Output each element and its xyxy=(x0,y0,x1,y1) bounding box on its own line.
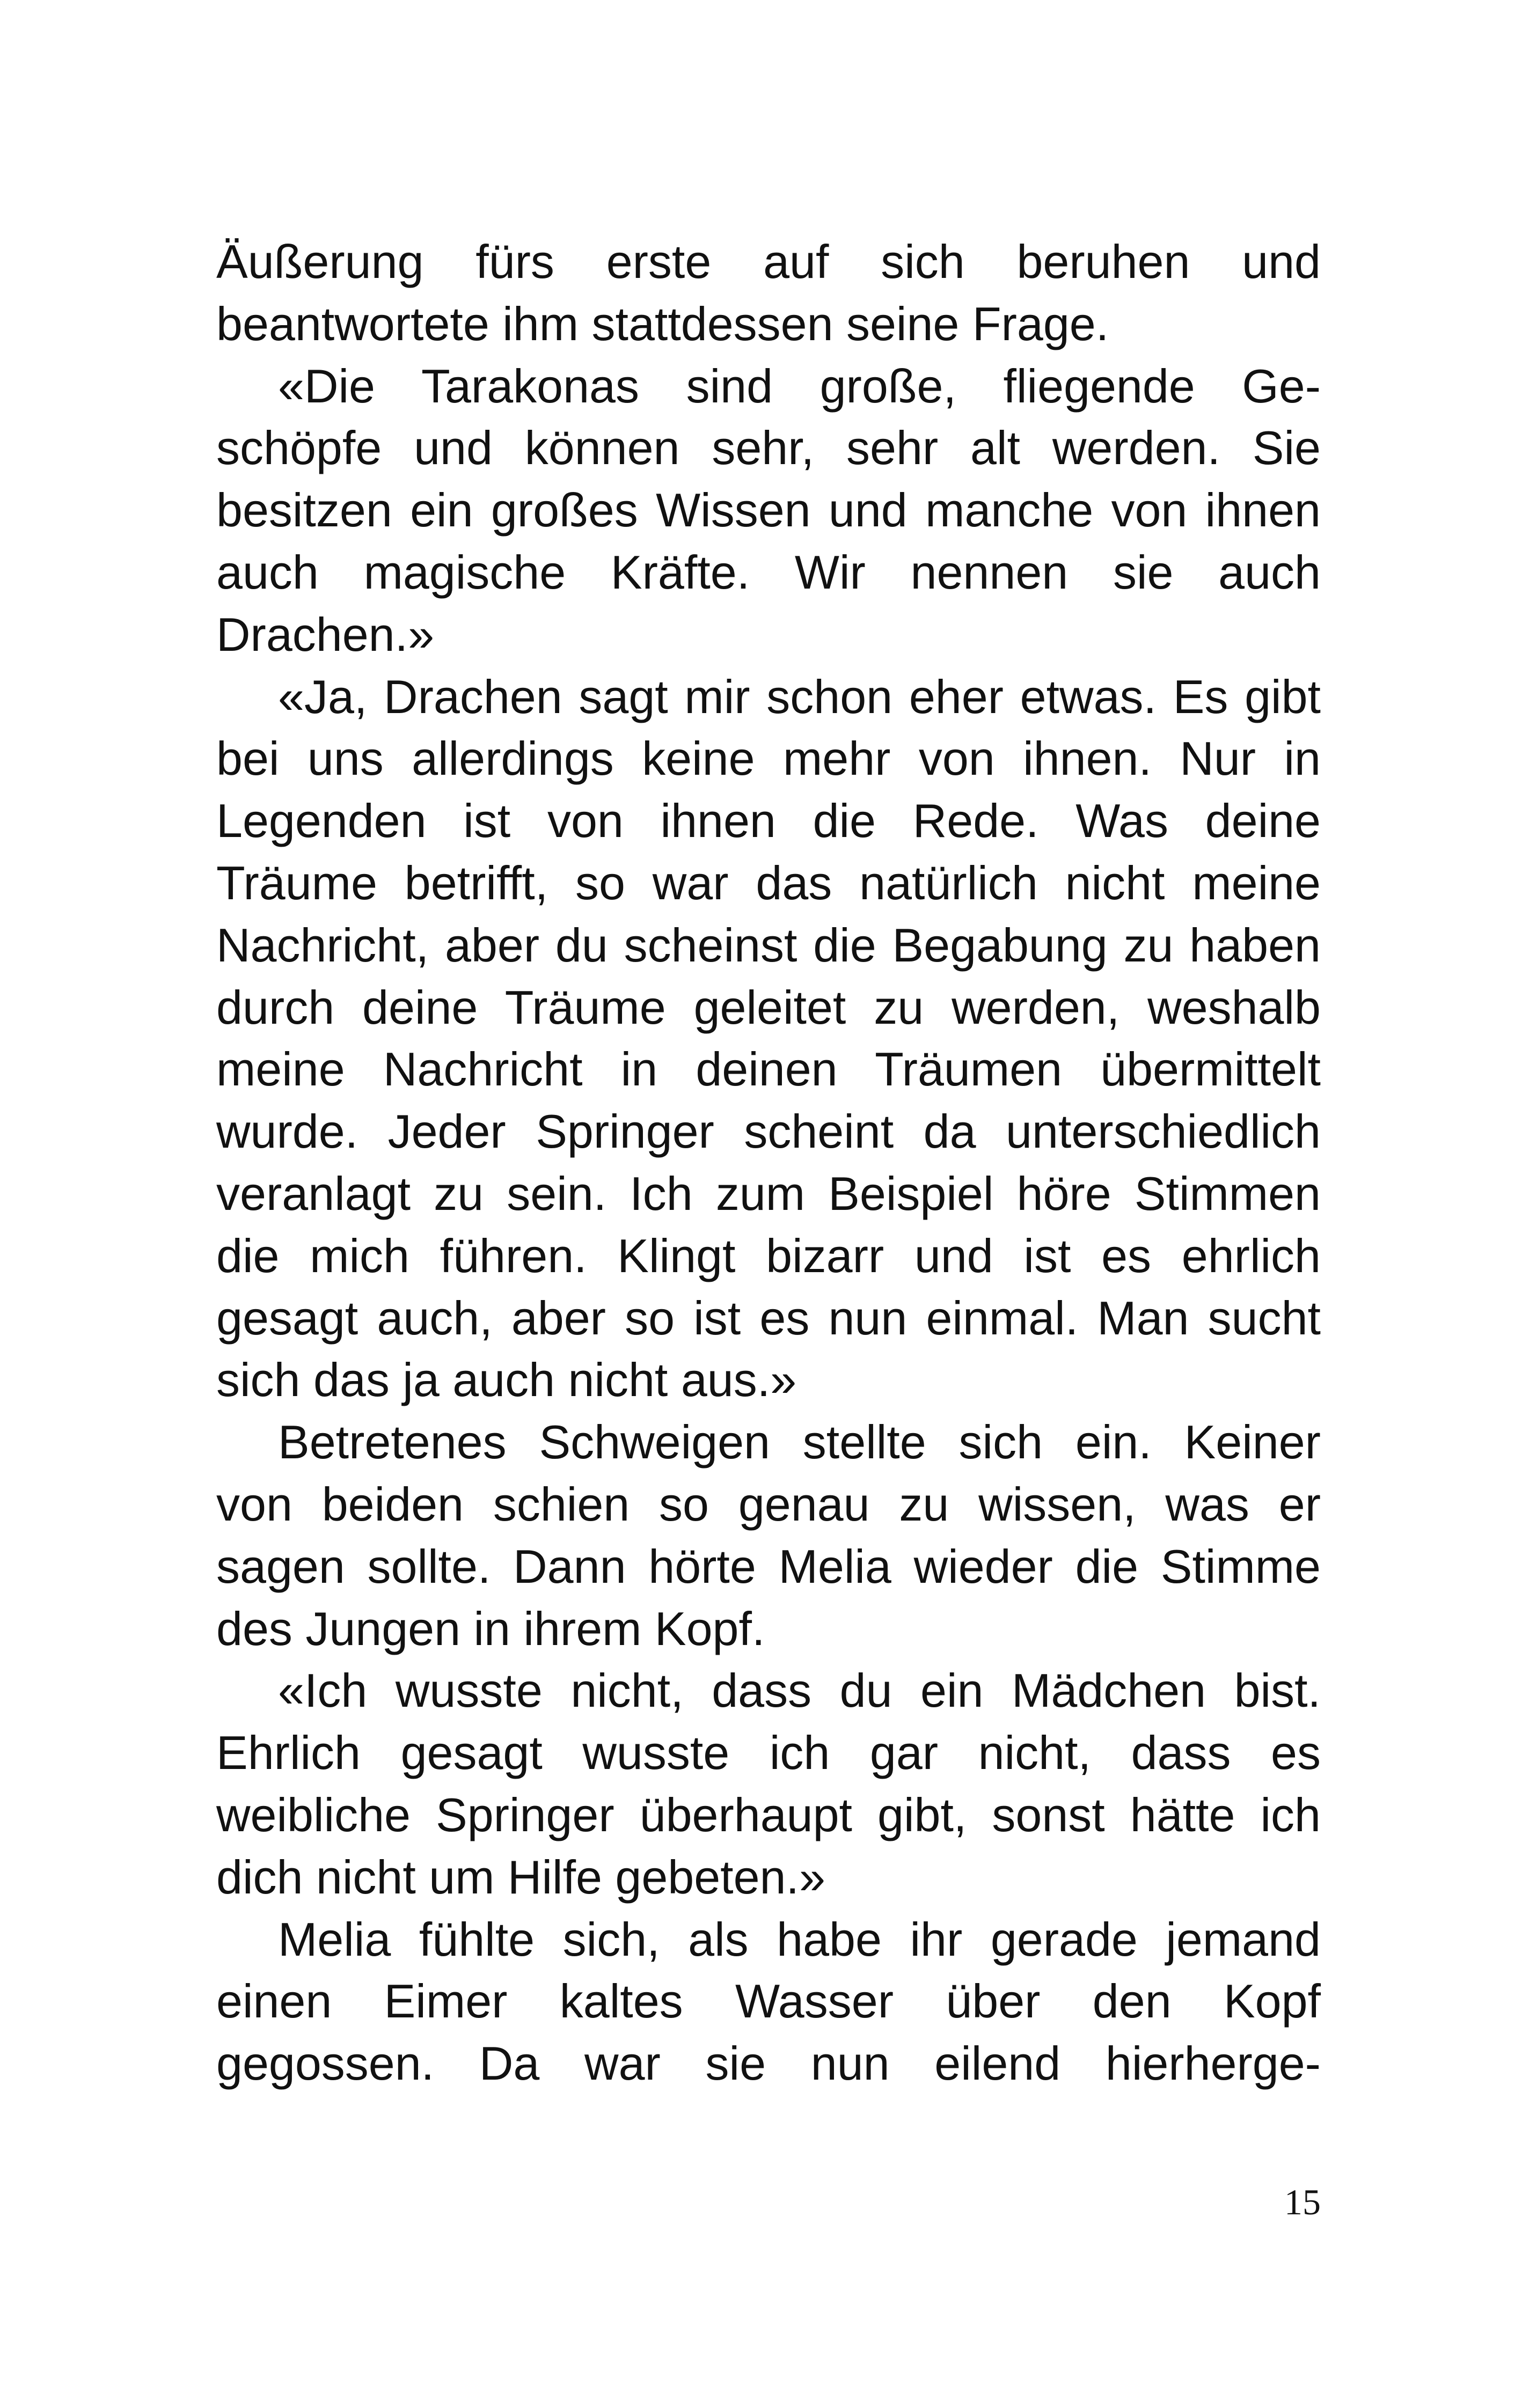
text-line: einen Eimer kaltes Wasser über den Kopf xyxy=(216,1974,1321,2028)
text-line: bei uns allerdings keine mehr von ihnen. Nur in xyxy=(216,732,1321,785)
text-line: Ehrlich gesagt wusste ich gar nicht, dass es xyxy=(216,1726,1321,1780)
text-line: veranlagt zu sein. Ich zum Beispiel höre Stimmen xyxy=(216,1166,1321,1220)
text-line: gegossen. Da war sie nun eilend hierherge- xyxy=(216,2037,1321,2090)
text-line: gesagt auch, aber so ist es nun einmal. Man sucht xyxy=(216,1291,1321,1345)
text-line: meine Nachricht in deinen Träumen übermittelt xyxy=(216,1043,1321,1096)
text-line: Nachricht, aber du scheinst die Begabung zu haben xyxy=(216,918,1321,972)
text-line: besitzen ein großes Wissen und manche von ihnen xyxy=(216,483,1321,537)
text-line: schöpfe und können sehr, sehr alt werden. Sie xyxy=(216,421,1321,475)
text-line: Melia fühlte sich, als habe ihr gerade jemand xyxy=(278,1912,1321,1966)
text-line: Betretenes Schweigen stellte sich ein. Keiner xyxy=(278,1415,1321,1469)
text-line: Äußerung fürs erste auf sich beruhen und xyxy=(216,235,1321,288)
page-number: 15 xyxy=(1284,2182,1321,2222)
text-line: durch deine Träume geleitet zu werden, weshalb xyxy=(216,980,1321,1034)
text-line: «Ja, Drachen sagt mir schon eher etwas. Es gibt xyxy=(278,670,1321,723)
text-line: beantwortete ihm stattdessen seine Frage. xyxy=(216,297,1109,350)
body-text xyxy=(216,231,1321,2095)
text-line: von beiden schien so genau zu wissen, was er xyxy=(216,1477,1321,1531)
text-line: «Die Tarakonas sind große, fliegende Ge- xyxy=(278,359,1321,413)
text-line: die mich führen. Klingt bizarr und ist es ehrlich xyxy=(216,1229,1321,1282)
text-line: auch magische Kräfte. Wir nennen sie auch xyxy=(216,545,1321,599)
text-line: Legenden ist von ihnen die Rede. Was deine xyxy=(216,794,1321,848)
text-line: Träume betrifft, so war das natürlich nicht meine xyxy=(216,856,1321,909)
text-line: wurde. Jeder Springer scheint da unterschiedlich xyxy=(216,1105,1321,1158)
text-line: Drachen.» xyxy=(216,607,435,661)
text-line: weibliche Springer überhaupt gibt, sonst hätte ich xyxy=(216,1788,1321,1841)
text-line: dich nicht um Hilfe gebeten.» xyxy=(216,1850,825,1904)
text-line: sagen sollte. Dann hörte Melia wieder die Stimme xyxy=(216,1539,1321,1593)
text-line: des Jungen in ihrem Kopf. xyxy=(216,1602,765,1655)
text-line: sich das ja auch nicht aus.» xyxy=(216,1353,797,1407)
text-line: «Ich wusste nicht, dass du ein Mädchen bist. xyxy=(278,1664,1321,1717)
